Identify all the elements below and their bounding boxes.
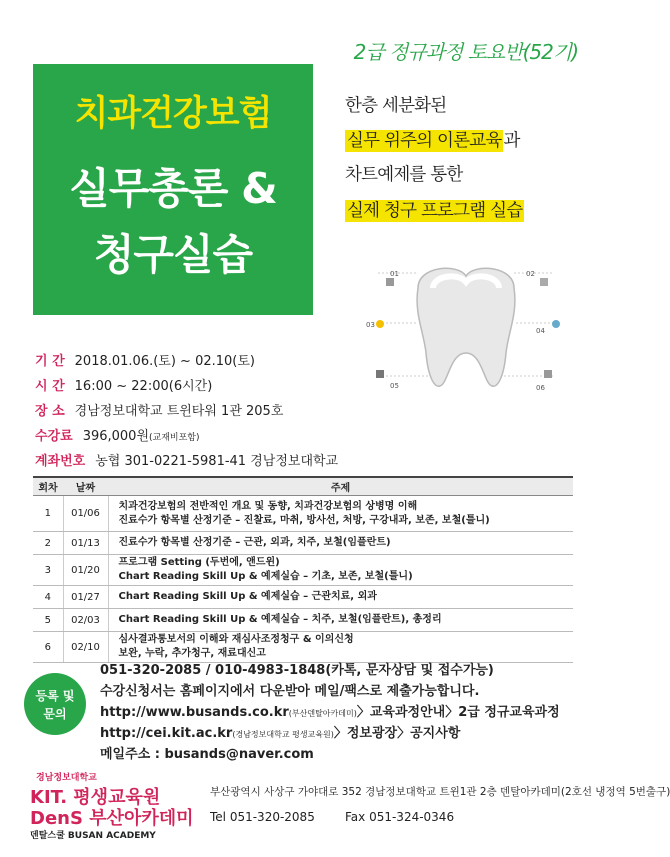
session-topic [108,496,573,532]
intro-highlight-1: 실무 위주의 이론교육 [347,131,502,151]
info-fee-note: (교재비포함) [149,433,200,443]
session-date: 02/03 [63,609,108,632]
info-account [35,450,338,469]
tooth-icon-02 [540,278,548,286]
topic-line: 치과건강보험의 전반적인 개요 및 동향, 치과건강보험의 상병명 이해 [118,500,418,512]
tooth-icon-05 [376,370,384,378]
info-place [35,400,283,419]
info-time-value: 16:00 ~ 22:00(6시간) [74,379,213,394]
table-row [33,632,573,663]
intro-line-2-tail: 과 [503,131,520,151]
intro-line-4 [345,197,524,222]
tooth-icon-03 [376,320,384,328]
tooth-icon-01 [386,278,394,286]
info-account-label: 계좌번호 [35,454,86,469]
contact-url-2[interactable] [100,722,460,741]
header-topic: 주제 [108,477,573,496]
topic-line: Chart Reading Skill Up & 예제실습 – 근관치료, 외과 [118,591,377,602]
contact-badge-line-1: 등록 및 [35,689,75,703]
info-place-value: 경남정보대학교 트윈타워 1관 205호 [74,404,284,419]
session-date: 01/20 [63,555,108,586]
hero-line-3: 청구실습 [93,230,253,279]
footer-tel: Tel 051-320-2085 [210,810,315,824]
session-date: 01/13 [63,532,108,555]
session-date: 01/06 [63,496,108,532]
topic-line: Chart Reading Skill Up & 예제실습 – 치주, 보철(임플란트), 총정리 [118,614,442,625]
url-1-path: 〉교육과정안내〉2급 정규교육과정 [356,705,560,720]
url-1-note: (부산덴탈아카데미) [288,709,357,718]
topic-line: 진료수가 항목별 산정기준 – 근관, 외과, 치주, 보철(임플란트) [118,537,391,548]
info-period [35,350,255,369]
intro-line-2 [345,127,520,152]
header-session: 회차 [33,477,63,496]
table-row [33,555,573,586]
info-period-label: 기 간 [35,354,65,369]
contact-email[interactable]: 메일주소 : busands@naver.com [100,747,314,762]
logo-dental-school: 덴탈스쿨 BUSAN ACADEMY [30,831,156,841]
session-number: 6 [33,632,63,663]
topic-line: 보완, 누락, 추가청구, 재료대신고 [118,648,266,659]
session-number: 5 [33,609,63,632]
hero-title: 치과건강보험 [74,94,272,134]
table-row [33,496,573,532]
topic-line: 진료수가 항목별 산정기준 – 진찰료, 마취, 방사선, 처방, 구강내과, 보존, 보철(틀니) [118,514,490,526]
topic-line: 심사결과통보서의 이해와 재심사조정청구 & 이의신청 [118,634,354,645]
session-number: 2 [33,532,63,555]
contact-url-1[interactable] [100,701,560,720]
url-2-path: 〉정보광장〉공지사항 [333,726,461,741]
table-row [33,586,573,609]
tooth-label-05: 05 [390,382,399,390]
session-number: 4 [33,586,63,609]
schedule-table [33,476,573,663]
contact-badge-line-2: 문의 [43,707,67,721]
footer-address: 부산광역시 사상구 가야대로 352 경남정보대학교 트윈1관 2층 덴탈아카데미(2호선 냉정역 5번출구) [210,786,670,798]
topic-line: 프로그램 Setting (두번에, 앤드윈) [118,557,280,568]
hero-banner [33,64,313,315]
tooth-label-01: 01 [390,270,399,278]
session-date: 02/10 [63,632,108,663]
tooth-label-04: 04 [536,327,545,335]
url-2-note: (경남정보대학교 평생교육원) [232,730,334,739]
info-period-value: 2018.01.06.(토) ~ 02.10(토) [74,354,255,369]
session-topic [108,555,573,586]
info-place-label: 장 소 [35,404,65,419]
intro-line-3: 차트예제를 통한 [345,165,463,185]
url-2-link[interactable]: http://cei.kit.ac.kr [100,726,233,741]
logo-university: 경남정보대학교 [36,773,97,783]
session-topic [108,586,573,609]
logo-dens: DenS 부산아카데미 [30,808,194,829]
info-fee-value: 396,000원 [82,429,150,444]
table-header-row [33,477,573,496]
info-time [35,375,212,394]
session-topic [108,609,573,632]
tooth-icon-04 [552,320,560,328]
tooth-label-02: 02 [526,270,535,278]
header-date: 날짜 [63,477,108,496]
contact-phone: 051-320-2085 / 010-4983-1848(카톡, 문자상담 및 접수가능) [100,663,494,678]
table-row [33,609,573,632]
url-1-link[interactable]: http://www.busands.co.kr [100,705,289,720]
table-row [33,532,573,555]
info-time-label: 시 간 [35,379,65,394]
tooth-icon-06 [544,370,552,378]
info-fee-label: 수강료 [35,429,73,444]
tooth-label-06: 06 [536,384,545,392]
session-topic [108,632,573,663]
session-topic [108,532,573,555]
footer-fax: Fax 051-324-0346 [345,810,455,824]
tooth-illustration [358,258,573,398]
info-fee [35,425,200,444]
session-number: 1 [33,496,63,532]
contact-apply-note: 수강신청서는 홈페이지에서 다운받아 메일/팩스로 제출가능합니다. [100,684,480,699]
intro-line-1: 한층 세분화된 [345,96,447,116]
session-number: 3 [33,555,63,586]
info-account-value: 농협 301-0221-5981-41 경남정보대학교 [95,454,339,469]
contact-badge [24,673,86,735]
topic-line: Chart Reading Skill Up & 예제실습 – 기초, 보존, 보철(틀니) [118,571,413,582]
course-badge: 2급 정규과정 토요반(52기) [353,40,578,64]
session-date: 01/27 [63,586,108,609]
logo-kit: KIT. 평생교육원 [30,787,161,808]
tooth-label-03: 03 [366,321,375,329]
hero-line-2: 실무총론 & [69,164,277,213]
intro-highlight-2: 실제 청구 프로그램 실습 [347,201,523,221]
